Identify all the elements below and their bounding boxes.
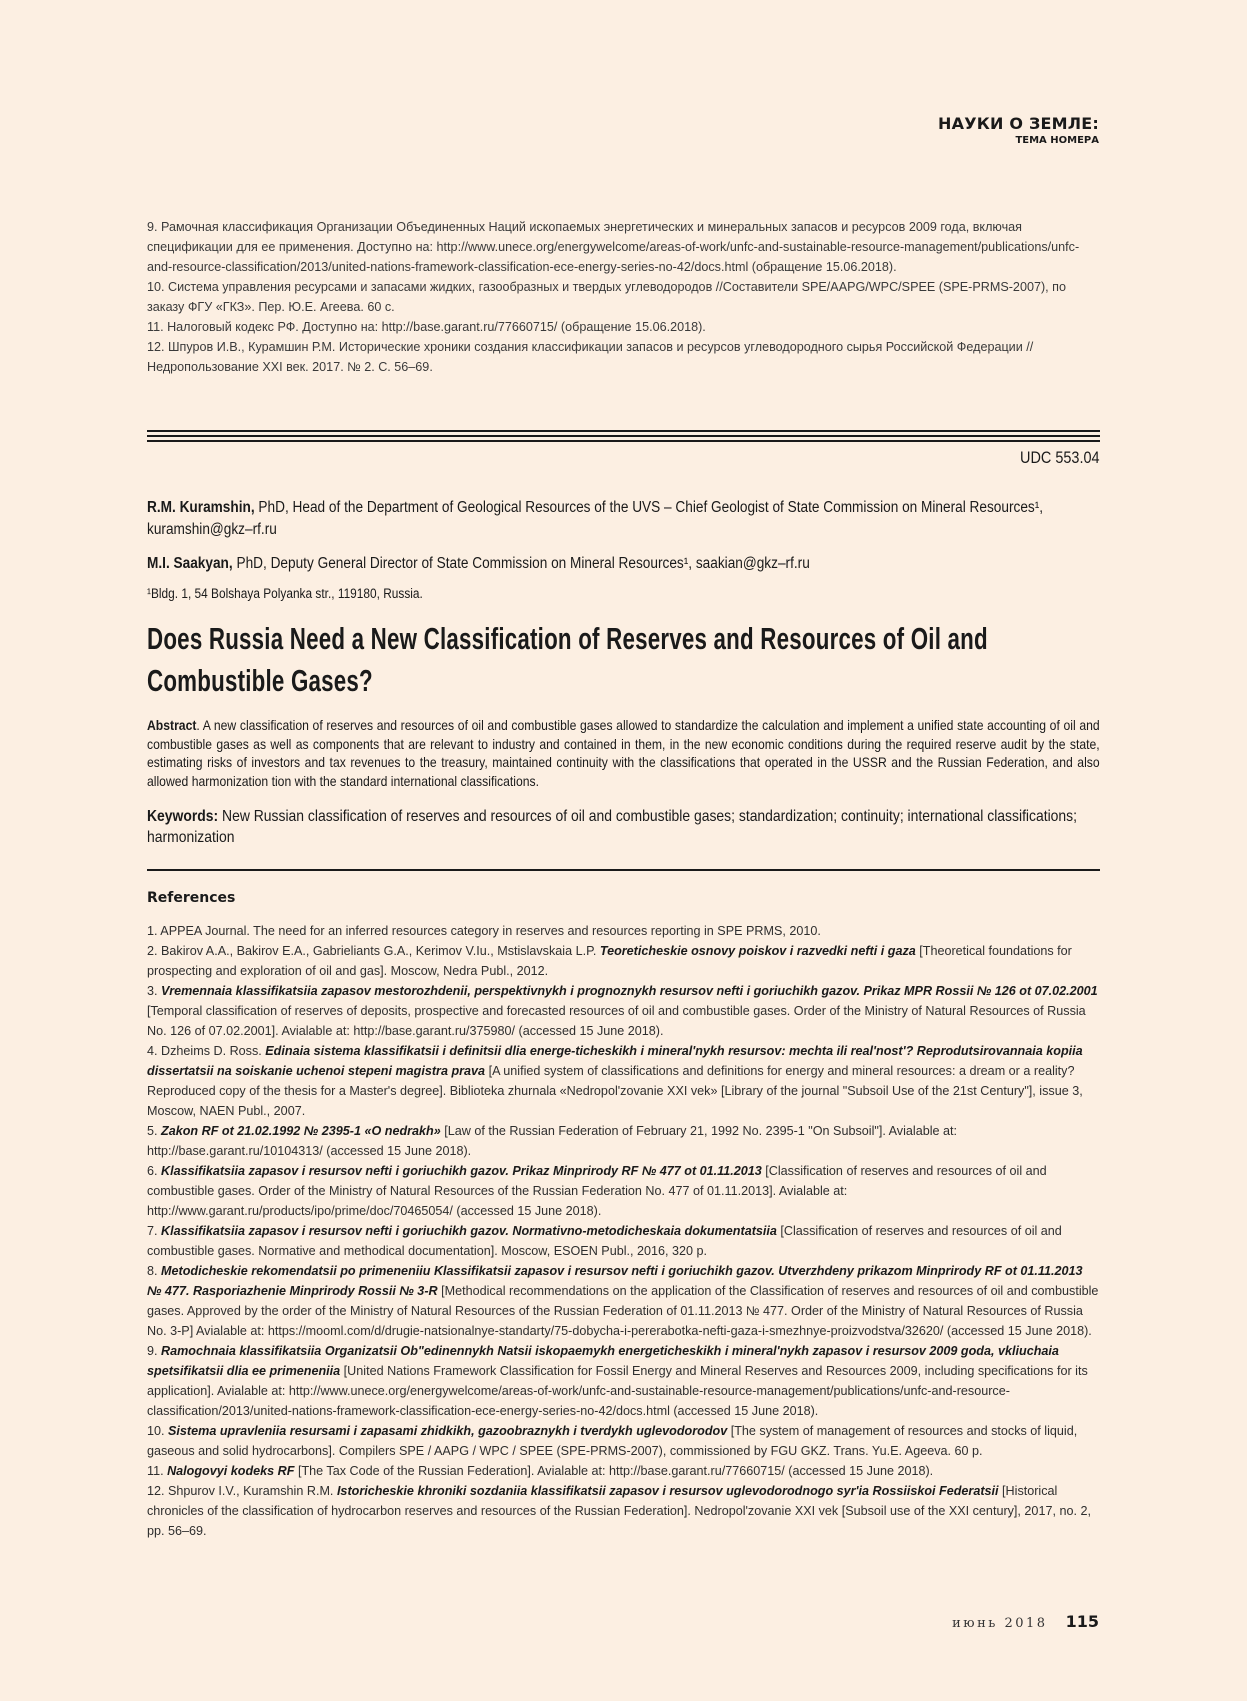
references-list bbox=[147, 921, 1100, 1541]
keywords-text: New Russian classification of reserves and resources of oil and combustible gases; standardization; continuity; international classifications; harmonization bbox=[147, 808, 1078, 846]
reference-item: 3. Vremennaia klassifikatsiia zapasov mestorozhdenii, perspektivnykh i prognoznykh resursov nefti i goriuchikh gazov. Prikaz MPR Rossii № 126 ot 07.02.2001 [Temporal classification of reserves of deposits, prospective and forecasted resources of oil and combustible gases. Order of the Ministry of Natural Resources of Russia No. 126 of 07.02.2001]. Avialable at: http://base.garant.ru/375980/ (accessed 15 June 2018). bbox=[147, 984, 1098, 1038]
divider-line bbox=[147, 869, 1100, 871]
author-info: PhD, Head of the Department of Geological Resources of the UVS – Chief Geologist of State Commission on Mineral Resources¹, kuramshin@gkz–rf.ru bbox=[147, 499, 1044, 538]
reference-item: 4. Dzheims D. Ross. Edinaia sistema klassifikatsii i definitsii dlia energe-ticheskikh i mineral'nykh resursov: mechta ili real'nost'? Reprodutsirovannaia kopiia dissertatsii na soiskanie uchenoi stepeni magistra prava [A unified system of classifications and definitions for energy and mineral resources: a dream or a reality? Reproduced copy of the thesis for a Master's degree]. Biblioteka zhurnala «Nedropol'zovanie XXI vek» [Library of the journal "Subsoil Use of the 21st Century"], issue 3, Moscow, NAEN Publ., 2007. bbox=[147, 1044, 1083, 1118]
ru-reference-item: 9. Рамочная классификация Организации Объединенных Наций ископаемых энергетических и минеральных запасов и ресурсов 2009 года, включая спецификации для ее применения. Доступно на: http://www.unece.org/energywelcome/areas-of-work/unfc-and-sustainable-resource-management/publications/unfc-and-resource-classification/2013/united-nations-framework-classification-ece-energy-series-no-42/docs.html (обращение 15.06.2018). bbox=[147, 220, 1080, 274]
reference-item: 2. Bakirov A.A., Bakirov E.A., Gabrieliants G.A., Kerimov V.Iu., Mstislavskaia L.P. Teoreticheskie osnovy poiskov i razvedki nefti i gaza [Theoretical foundations for prospecting and exploration of oil and gas]. Moscow, Nedra Publ., 2012. bbox=[147, 944, 1072, 978]
page-footer bbox=[952, 1612, 1099, 1631]
reference-item: 10. Sistema upravleniia resursami i zapasami zhidkikh, gazoobraznykh i tverdykh uglevodorodov [The system of management of resources and stocks of liquid, gaseous and solid hydrocarbons]. Compilers SPE / AAPG / WPC / SPEE (SPE-PRMS-2007), commissioned by FGU GKZ. Trans. Yu.E. Ageeva. 60 p. bbox=[147, 1424, 1078, 1458]
russian-references-continued bbox=[147, 217, 1100, 377]
keywords bbox=[147, 806, 1100, 848]
author-info: PhD, Deputy General Director of State Commission on Mineral Resources¹, saakian@gkz–rf.ru bbox=[232, 555, 810, 572]
authors-block bbox=[147, 497, 1100, 617]
reference-item: 8. Metodicheskie rekomendatsii po primeneniiu Klassifikatsii zapasov i resursov nefti i goriuchikh gazov. Utverzhdeny prikazom Minprirody RF ot 01.11.2013 № 477. Rasporiazhenie Minprirody Rossii № 3-R [Methodical recommendations on the application of the Classification of reserves and resources of oil and combustible gases. Approved by the order of the Ministry of Natural Resources of the Russian Federation of 01.11.2013 № 477. Order of the Ministry of Natural Resources of Russia No. 3-P] Avialable at: https://mooml.com/d/drugie-natsionalnye-standarty/75-dobycha-i-pererabotka-nefti-gaza-i-smezhnye-proizvodstva/32620/ (accessed 15 June 2018). bbox=[147, 1264, 1099, 1338]
keywords-label: Keywords: bbox=[147, 808, 219, 825]
references-heading: References bbox=[147, 890, 236, 906]
ru-reference-item: 12. Шпуров И.В., Курамшин Р.М. Исторические хроники создания классификации запасов и ресурсов углеводородного сырья Российской Федерации //Недропользование XXI век. 2017. № 2. С. 56–69. bbox=[147, 340, 1034, 374]
section-divider bbox=[147, 430, 1100, 442]
ru-reference-item: 10. Система управления ресурсами и запасами жидких, газообразных и твердых углеводородов //Составители SPE/AAPG/WPC/SPEE (SPE-PRMS-2007), по заказу ФГУ «ГКЗ». Пер. Ю.Е. Агеева. 60 с. bbox=[147, 280, 1066, 314]
page-number: 115 bbox=[1065, 1612, 1099, 1631]
running-header bbox=[938, 114, 1099, 146]
issue-date: июнь 2018 bbox=[952, 1616, 1048, 1631]
ru-reference-item: 11. Налоговый кодекс РФ. Доступно на: http://base.garant.ru/77660715/ (обращение 15.06.2018). bbox=[147, 320, 706, 334]
reference-item: 9. Ramochnaia klassifikatsiia Organizatsii Ob"edinennykh Natsii iskopaemykh energeticheskikh i mineral'nykh zapasov i resursov 2009 goda, vkliuchaia spetsifikatsii dlia ee primeneniia [United Nations Framework Classification for Fossil Energy and Mineral Reserves and Resources 2009, including specifications for its application]. Avialable at: http://www.unece.org/energywelcome/areas-of-work/unfc-and-sustainable-resource-management/publications/unfc-and-resource-classification/2013/united-nations-framework-classification-ece-energy-series-no-42/docs.html (accessed 15 June 2018). bbox=[147, 1344, 1088, 1418]
reference-item: 5. Zakon RF ot 21.02.1992 № 2395-1 «O nedrakh» [Law of the Russian Federation of February 21, 1992 No. 2395-1 "On Subsoil"]. Avialable at: http://base.garant.ru/10104313/ (accessed 15 June 2018). bbox=[147, 1124, 958, 1158]
reference-item: 11. Nalogovyi kodeks RF [The Tax Code of the Russian Federation]. Avialable at: http://base.garant.ru/77660715/ (accessed 15 June 2018). bbox=[147, 1464, 934, 1478]
author-name: R.M. Kuramshin, bbox=[147, 499, 255, 516]
section-title: НАУКИ О ЗЕМЛЕ: bbox=[938, 114, 1099, 133]
reference-item: 12. Shpurov I.V., Kuramshin R.M. Istoricheskie khroniki sozdaniia klassifikatsii zapasov i resursov uglevodorodnogo syr'ia Rossiiskoi Federatsii [Historical chronicles of the classification of hydrocarbon reserves and resources of the Russian Federation]. Nedropol'zovanie XXI vek [Subsoil use of the XXI century], 2017, no. 2, pp. 56–69. bbox=[147, 1484, 1091, 1538]
author-name: M.I. Saakyan, bbox=[147, 555, 233, 572]
article-title: Does Russia Need a New Classification of Reserves and Resources of Oil and Combustible Gases? bbox=[147, 621, 988, 698]
udc-code: UDC 553.04 bbox=[1020, 448, 1100, 467]
section-subtitle: ТЕМА НОМЕРА bbox=[1015, 135, 1099, 146]
abstract bbox=[147, 716, 1100, 790]
abstract-label: Abstract bbox=[147, 717, 197, 733]
author-entry bbox=[147, 553, 1100, 575]
abstract-text: . A new classification of reserves and resources of oil and combustible gases allowed to standardize the calculation and implement a unified state accounting of oil and combustible gases as well as components that are relevant to industry and contained in them, in the new economic conditions during the required reserve audit by the state, estimating risks of investors and tax revenues to the treasury, maintained continuity with the classifications that operated in the USSR and the Russian Federation, and also allowed harmonization tion with the standard international classifications. bbox=[147, 717, 1100, 789]
reference-item: 6. Klassifikatsiia zapasov i resursov nefti i goriuchikh gazov. Prikaz Minprirody RF № 477 ot 01.11.2013 [Classification of reserves and resources of oil and combustible gases. Order of the Ministry of Natural Resources of the Russian Federation No. 477 of 01.11.2013]. Avialable at: http://www.garant.ru/products/ipo/prime/doc/70465054/ (accessed 15 June 2018). bbox=[147, 1164, 1047, 1218]
author-entry bbox=[147, 497, 1100, 541]
affiliation: ¹Bldg. 1, 54 Bolshaya Polyanka str., 119180, Russia. bbox=[147, 586, 423, 601]
reference-item: 7. Klassifikatsiia zapasov i resursov nefti i goriuchikh gazov. Normativno-metodicheskaia dokumentatsiia [Classification of reserves and resources of oil and combustible gases. Normative and methodical documentation]. Moscow, ESOEN Publ., 2016, 320 p. bbox=[147, 1224, 1062, 1258]
reference-item: 1. APPEA Journal. The need for an inferred resources category in reserves and resources reporting in SPE PRMS, 2010. bbox=[147, 924, 821, 938]
